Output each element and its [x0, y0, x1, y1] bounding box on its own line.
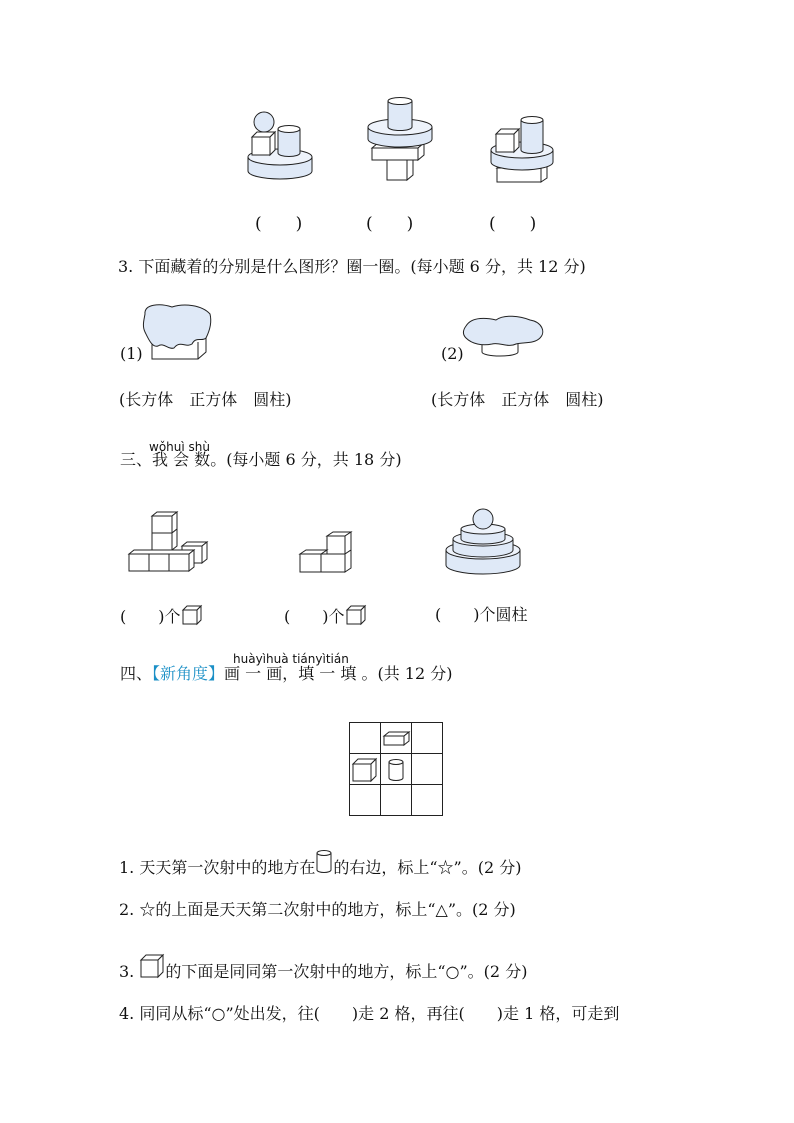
figure-stack-c [487, 112, 557, 188]
s4-q2: 2. ☆的上面是天天第二次射中的地方，标上“△”。(2 分) [119, 900, 516, 919]
answer-blank-a[interactable]: ( ) [255, 214, 303, 234]
count-answer-3[interactable]: ( )个圆柱 [435, 605, 528, 624]
grid-cuboid-icon [384, 732, 409, 745]
count-answer-1-text: ( )个 [120, 607, 181, 626]
grid-cylinder-icon [389, 760, 403, 781]
cube-cluster-1 [127, 510, 209, 576]
s4-q3-pre: 3. [119, 962, 140, 981]
cube-cluster-2 [297, 530, 355, 576]
cylinder-icon [315, 849, 333, 875]
count-answer-1[interactable] [120, 604, 203, 628]
q3-label-1: (1) [120, 344, 143, 363]
s4-tag: 【新角度】 [152, 664, 225, 683]
figure-stack-b [362, 95, 438, 185]
answer-blank-c[interactable]: ( ) [489, 214, 537, 234]
cube-icon [139, 953, 165, 979]
q3-options-1[interactable]: (长方体 正方体 圆柱) [119, 390, 292, 409]
answer-blank-b[interactable]: ( ) [366, 214, 414, 234]
s4-title-post: 画 一 画，填 一 填 。(共 12 分) [224, 664, 453, 683]
s4-q1-post: 的右边，标上“☆”。(2 分) [333, 858, 522, 877]
q3-title: 3. 下面藏着的分别是什么图形？圈一圈。(每小题 6 分，共 12 分) [118, 257, 586, 276]
s3-pinyin: wǒhuì shù [149, 440, 210, 454]
s3-title [120, 449, 402, 471]
s4-q1-pre: 1. 天天第一次射中的地方在 [119, 858, 316, 877]
q3-label-2: (2) [441, 344, 464, 363]
s3-title-post: 。(每小题 6 分，共 18 分) [210, 450, 402, 469]
cube-icon [345, 604, 367, 626]
cube-icon [181, 604, 203, 626]
hidden-cylinder-figure [460, 312, 548, 360]
s4-q3-post: 的下面是同同第一次射中的地方，标上“○”。(2 分) [165, 962, 528, 981]
s4-title [120, 663, 452, 685]
s4-q3 [119, 953, 527, 983]
s4-prefix: 四、 [120, 664, 153, 683]
figure-stack-a [240, 105, 320, 183]
count-answer-2-text: ( )个 [284, 607, 345, 626]
count-answer-2[interactable] [284, 604, 367, 628]
q3-options-2[interactable]: (长方体 正方体 圆柱) [431, 390, 604, 409]
s4-q4: 4. 同同从标“○”处出发，往( )走 2 格，再往( )走 1 格，可走到 [119, 1004, 620, 1023]
hidden-cuboid-figure [140, 302, 215, 362]
grid-cube-icon [353, 759, 376, 781]
target-grid[interactable] [349, 722, 443, 816]
s3-title-pre: 三、我 会 数 [120, 450, 211, 469]
stacked-cylinders-figure [442, 505, 524, 577]
grid-lines [349, 722, 444, 817]
s4-pinyin: huàyìhuà tiányìtián [233, 652, 349, 666]
s4-q1 [119, 849, 521, 879]
